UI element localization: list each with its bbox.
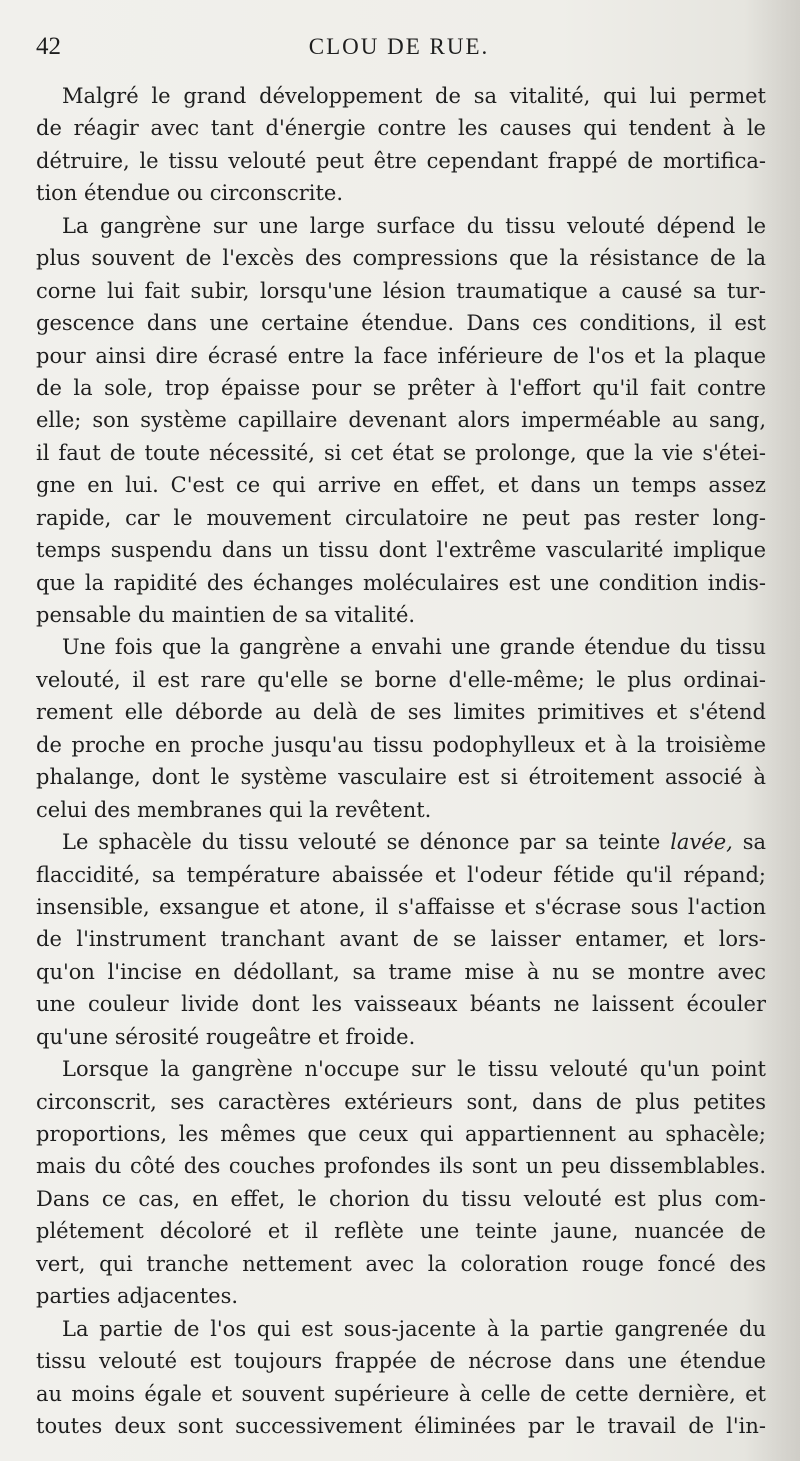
text-line: Malgré le grand développement de sa vitalité, qui lui permet: [62, 84, 766, 108]
text-line: que la rapidité des échanges moléculaires est une condition indis-: [36, 570, 766, 595]
text-line: de proche en proche jusqu'au tissu podophylleux et à la troisième: [36, 732, 766, 757]
text-line: insensible, exsangue et atone, il s'affaisse et s'écrase sous l'action: [36, 894, 766, 919]
text-line: tissu velouté est toujours frappée de nécrose dans une étendue: [36, 1349, 766, 1374]
text-line: La gangrène sur une large surface du tissu velouté dépend le: [62, 213, 766, 238]
body-text: [36, 80, 766, 1442]
text-line: qu'une sérosité rougeâtre et froide.: [36, 1024, 416, 1049]
text-line: toutes deux sont successivement éliminées par le travail de l'in-: [36, 1413, 766, 1438]
text-line: détruire, le tissu velouté peut être cependant frappé de mortifica-: [36, 148, 766, 173]
text-line: plus souvent de l'excès des compressions que la résistance de la: [36, 246, 766, 271]
text-line: [36, 826, 766, 858]
text-line: au moins égale et souvent supérieure à celle de cette dernière, et: [36, 1381, 766, 1406]
text-line: tion étendue ou circonscrite.: [36, 181, 344, 206]
text-line: rement elle déborde au delà de ses limites primitives et s'étend: [36, 700, 766, 725]
text-line: rapide, car le mouvement circulatoire ne peut pas rester long-: [36, 505, 766, 530]
text-line: une couleur livide dont les vaisseaux béants ne laissent écouler: [36, 992, 766, 1017]
text-line: Dans ce cas, en effet, le chorion du tissu velouté est plus com-: [36, 1186, 766, 1211]
text-line: gescence dans une certaine étendue. Dans ces conditions, il est: [36, 311, 766, 336]
text-fragment: sa: [732, 830, 766, 855]
text-line: flaccidité, sa température abaissée et l'odeur fétide qu'il répand;: [36, 862, 766, 887]
text-line: celui des membranes qui la revêtent.: [36, 797, 432, 822]
text-line: circonscrit, ses caractères extérieurs sont, dans de plus petites: [36, 1089, 766, 1114]
page-number: 42: [36, 33, 61, 60]
text-line: de la sole, trop épaisse pour se prêter à l'effort qu'il fait contre: [36, 375, 766, 400]
text-fragment: Le sphacèle du tissu velouté se dénonce par sa teinte: [62, 830, 671, 855]
text-line: elle; son système capillaire devenant alors imperméable au sang,: [36, 408, 766, 433]
page-header: [36, 32, 762, 62]
text-line: velouté, il est rare qu'elle se borne d'elle-même; le plus ordinai-: [36, 667, 766, 692]
text-line: pensable du maintien de sa vitalité.: [36, 603, 416, 627]
text-line: vert, qui tranche nettement avec la coloration rouge foncé des: [36, 1251, 766, 1276]
text-line: de réagir avec tant d'énergie contre les causes qui tendent à le: [36, 116, 766, 141]
text-line: mais du côté des couches profondes ils sont un peu dissemblables.: [36, 1154, 766, 1179]
text-line: il faut de toute nécessité, si cet état se prolonge, que la vie s'étei-: [36, 440, 766, 465]
text-line: corne lui fait subir, lorsqu'une lésion traumatique a causé sa tur-: [36, 278, 766, 303]
text-line: pour ainsi dire écrasé entre la face inférieure de l'os et la plaque: [36, 343, 766, 368]
running-head: CLOU DE RUE.: [308, 34, 490, 59]
italic-term: lavée,: [670, 830, 733, 855]
text-line: Une fois que la gangrène a envahi une grande étendue du tissu: [62, 635, 766, 660]
text-line: proportions, les mêmes que ceux qui appartiennent au sphacèle;: [36, 1122, 766, 1146]
text-line: de l'instrument tranchant avant de se laisser entamer, et lors-: [36, 927, 766, 952]
text-line: Lorsque la gangrène n'occupe sur le tissu velouté qu'un point: [62, 1057, 766, 1082]
text-line: temps suspendu dans un tissu dont l'extrême vascularité implique: [36, 538, 766, 563]
text-line: gne en lui. C'est ce qui arrive en effet, et dans un temps assez: [36, 473, 766, 498]
text-line: plétement décoloré et il reflète une teinte jaune, nuancée de: [36, 1219, 766, 1244]
text-line: La partie de l'os qui est sous-jacente à la partie gangrenée du: [62, 1316, 766, 1341]
text-line: parties adjacentes.: [36, 1284, 239, 1309]
text-line: qu'on l'incise en dédollant, sa trame mise à nu se montre avec: [36, 959, 766, 984]
text-line: phalange, dont le système vasculaire est si étroitement associé à: [36, 765, 766, 790]
